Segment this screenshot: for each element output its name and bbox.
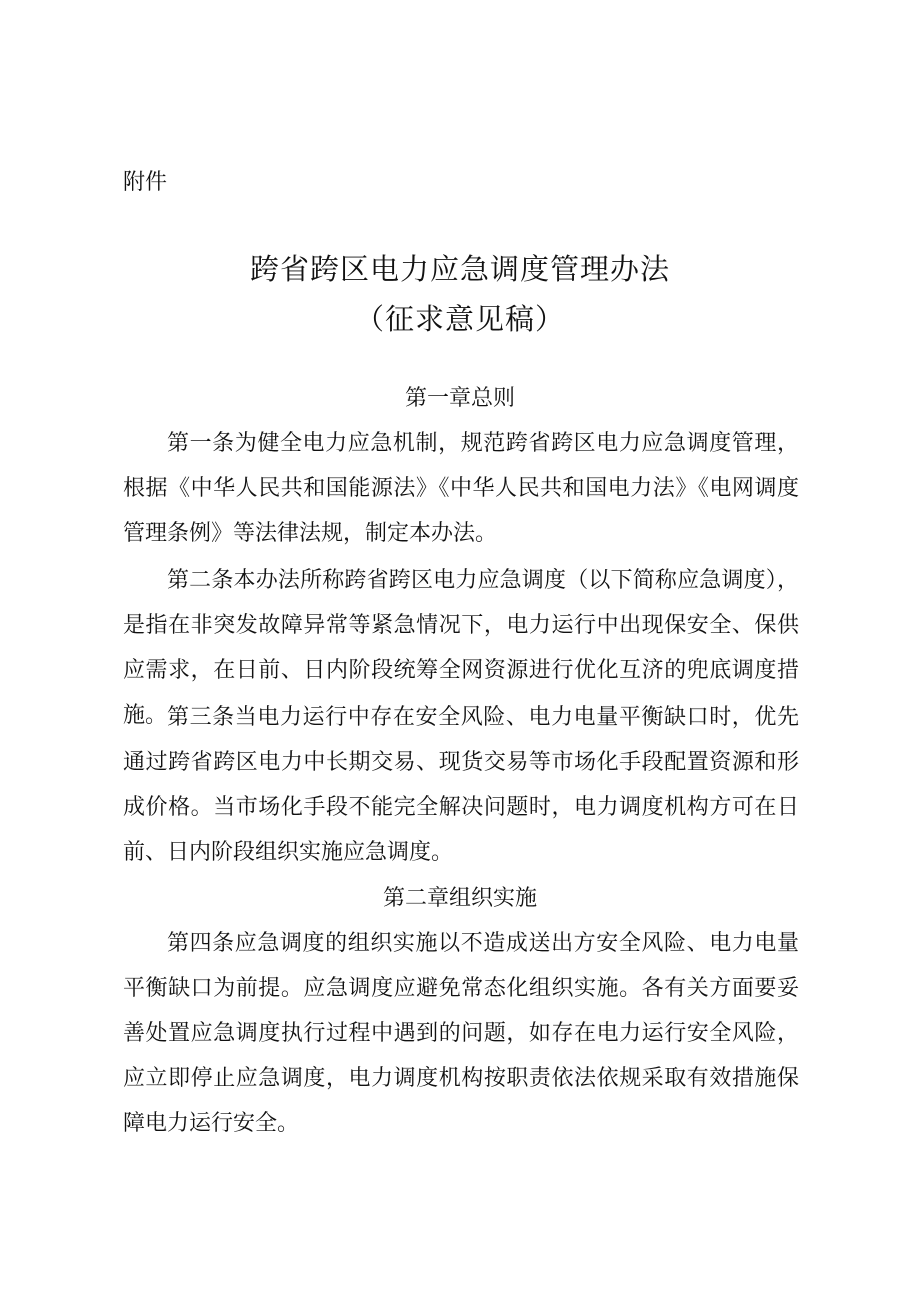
chapter-heading: 第二章组织实施 <box>382 886 537 911</box>
article-paragraph: 第三条当电力运行中存在安全风险、电力电量平衡缺口时，优先通过跨省跨区电力中长期交易、现货交易等市场化手段配置资源和形成价格。当市场化手段不能完全解决问题时，电力调度机构方可在日前、日内阶段组织实施应急调度。 <box>123 705 799 865</box>
article-paragraph: 第一条为健全电力应急机制，规范跨省跨区电力应急调度管理，根据《中华人民共和国能源法》《中华人民共和国电力法》《电网调度管理条例》等法律法规，制定本办法。 <box>123 431 799 546</box>
chapter-heading: 第一章总则 <box>404 386 515 411</box>
article-paragraph: 第二条本办法所称跨省跨区电力应急调度（以下简称应急调度），是指在非突发故障异常等紧急情况下，电力运行中出现保安全、保供应需求，在日前、日内阶段统筹全网资源进行优化互济的兜底调度措施。 <box>123 568 799 728</box>
article-paragraph: 第四条应急调度的组织实施以不造成送出方安全风险、电力电量平衡缺口为前提。应急调度应避免常态化组织实施。各有关方面要妥善处置应急调度执行过程中遇到的问题，如存在电力运行安全风险，应立即停止应急调度，电力调度机构按职责依法依规采取有效措施保障电力运行安全。 <box>123 931 799 1136</box>
attachment-label: 附件 <box>123 170 168 195</box>
document-title: 跨省跨区电力应急调度管理办法 <box>249 252 670 286</box>
document-subtitle: （征求意见稿） <box>354 302 565 336</box>
